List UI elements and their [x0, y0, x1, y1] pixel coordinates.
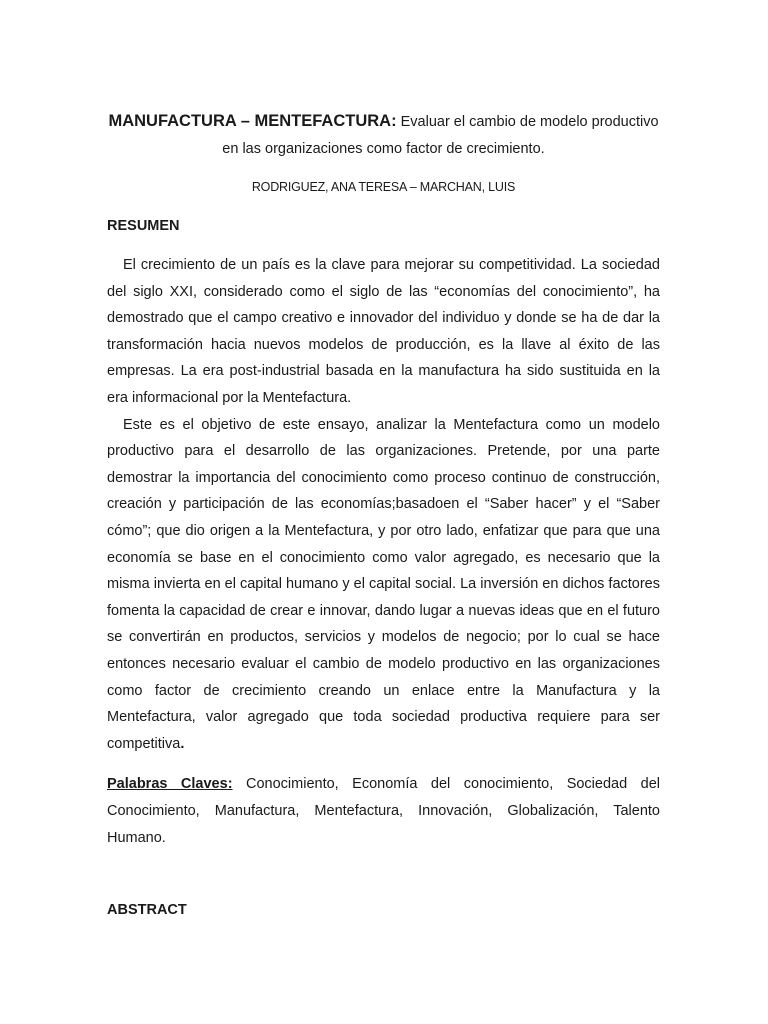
title-bold-part: MANUFACTURA – MENTEFACTURA: — [108, 112, 397, 130]
abstract-paragraph-2 — [107, 412, 660, 758]
document-title — [107, 108, 660, 163]
keywords-label: Palabras Claves: — [107, 776, 233, 793]
paragraph-2-end: . — [180, 735, 185, 752]
title-rest-part: Evaluar el cambio de modelo productivo en las organizaciones como factor de crecimiento. — [222, 114, 659, 157]
abstract-heading: ABSTRACT — [107, 902, 187, 919]
paragraph-2-text: Este es el objetivo de este ensayo, analizar la Mentefactura como un modelo productivo para el desarrollo de las organizaciones. Pretende, por una parte demostrar la importancia del conocimiento como proceso continuo de construcción, creación y participación de las economías;basadoen el “Saber hacer” y el “Saber cómo”; que dio origen a la Mentefactura, y por otro lado, enfatizar que para que una economía se base en el conocimiento como valor agregado, es necesario que la misma invierta en el capital humano y el capital social. La inversión en dichos factores fomenta la capacidad de crear e innovar, dando lugar a nuevas ideas que en el futuro se convertirán en productos, servicios y modelos de negocio; por lo cual se hace entonces necesario evaluar el cambio de modelo productivo en las organizaciones como factor de crecimiento creando un enlace entre la Manufactura y la Mentefactura, valor agregado que toda sociedad productiva requiere para ser competitiva — [107, 416, 660, 752]
abstract-paragraph-1: El crecimiento de un país es la clave para mejorar su competitividad. La sociedad del siglo XXI, considerado como el siglo de las “economías del conocimiento”, ha demostrado que el campo creativo e innovador del individuo y donde se ha de dar la transformación hacia nuevos modelos de producción, es la llave al éxito de las empresas. La era post-industrial basada en la manufactura ha sido sustituida en la era informacional por la Mentefactura. — [107, 257, 660, 406]
authors-line: RODRIGUEZ, ANA TERESA – MARCHAN, LUIS — [251, 180, 516, 194]
keywords-text: Conocimiento, Economía del conocimiento, Sociedad del Conocimiento, Manufactura, Mentefactura, Innovación, Globalización, Talento Humano. — [107, 776, 660, 847]
document-page — [107, 108, 660, 918]
resumen-heading: RESUMEN — [107, 218, 180, 234]
keywords-paragraph — [107, 771, 660, 852]
